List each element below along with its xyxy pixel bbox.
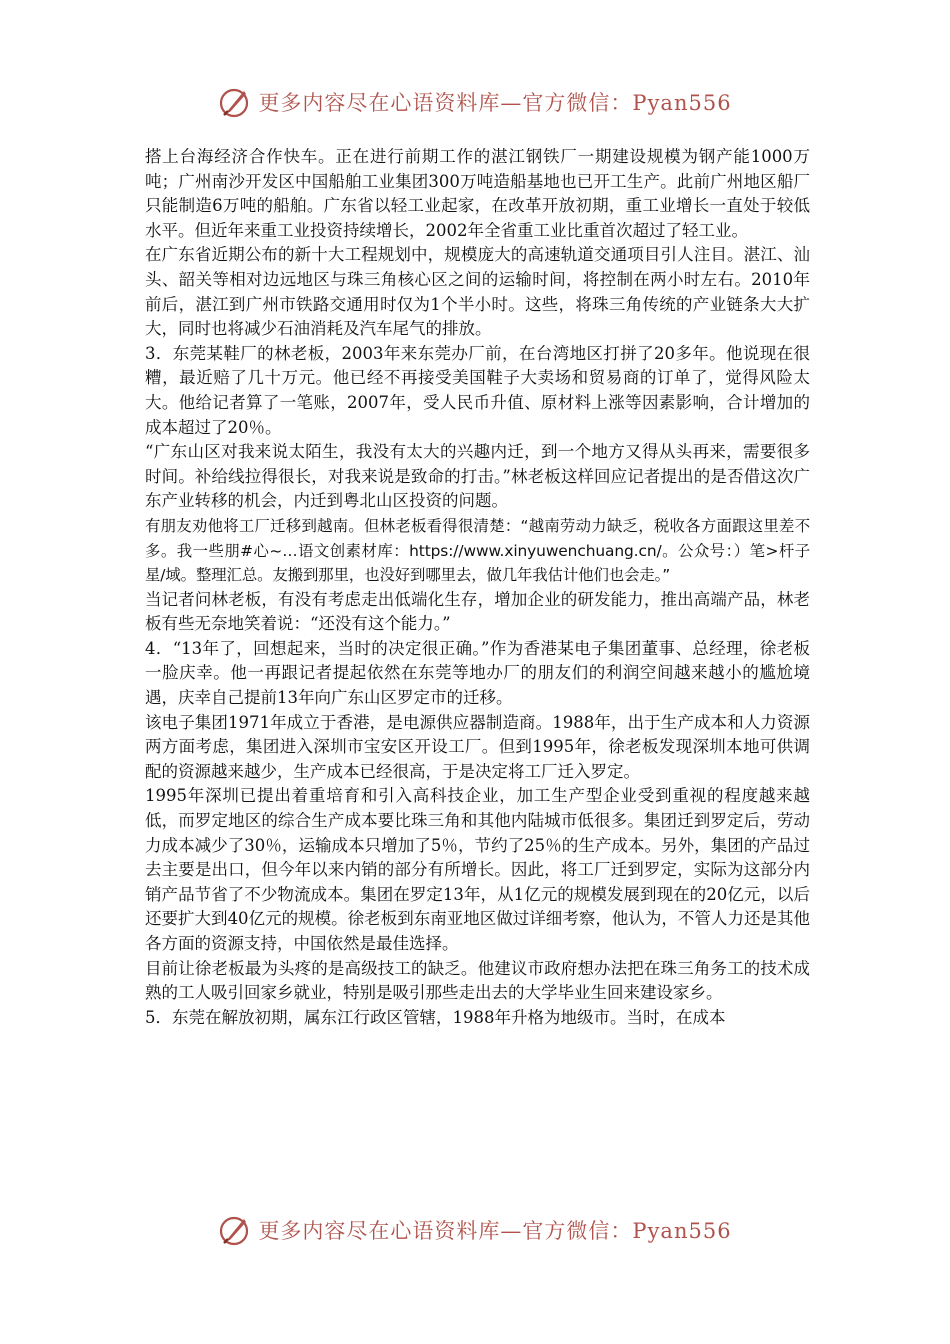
paragraph: 目前让徐老板最为头疼的是高级技工的缺乏。他建议市政府想办法把在珠三角务工的技术成熟的工人吸引回家乡就业，特别是吸引那些走出去的大学毕业生回来建设家乡。 [145,958,810,1003]
paragraph: “广东山区对我来说太陌生，我没有太大的兴趣内迁，到一个地方又得从头再来，需要很多时间。补给线拉得很长，对我来说是致命的打击。”林老板这样回应记者提出的是否借这次广东产业转移的机会，内迁到粤北山区投资的问题。 [145,442,810,511]
quill-logo-icon [218,1213,252,1247]
paragraph: 1995年深圳已提出着重培育和引入高科技企业，加工生产型企业受到重视的程度越来越低，而罗定地区的综合生产成本要比珠三角和其他内陆城市低很多。集团迁到罗定后，劳动力成本减少了30％，运输成本只增加了5％，节约了25％的生产成本。另外，集团的产品过去主要是出口，但今年以来内销的部分有所增长。因此，将工厂迁到罗定，实际为这部分内销产品节省了不少物流成本。集团在罗定13年，从1亿元的规模发展到现在的20亿元，以后还要扩大到40亿元的规模。徐老板到东南亚地区做过详细考察，他认为，不管人力还是其他各方面的资源支持，中国依然是最佳选择。 [145,786,810,953]
article-body [145,145,810,1030]
paragraph: 在广东省近期公布的新十大工程规划中，规模庞大的高速轨道交通项目引人注目。湛江、汕头、韶关等相对边远地区与珠三角核心区之间的运输时间，将控制在两小时左右。2010年前后，湛江到广州市铁路交通用时仅为1个半小时。这些，将珠三角传统的产业链条大大扩大，同时也将减少石油消耗及汽车尾气的排放。 [145,245,810,339]
paragraph: 搭上台海经济合作快车。正在进行前期工作的湛江钢铁厂一期建设规模为钢产能1000万吨；广州南沙开发区中国船舶工业集团300万吨造船基地也已开工生产。此前广州地区船厂只能制造6万吨的船舶。广东省以轻工业起家，在改革开放初期，重工业增长一直处于较低水平。但近年来重工业投资持续增长，2002年全省重工业比重首次超过了轻工业。 [145,147,810,240]
header-banner-text: 更多内容尽在心语资料库—官方微信：Pyan556 [258,91,732,115]
paragraph: 5．东莞在解放初期，属东江行政区管辖，1988年升格为地级市。当时，在成本 [145,1007,726,1027]
paragraph: 3．东莞某鞋厂的林老板，2003年来东莞办厂前，在台湾地区打拼了20多年。他说现在很糟，最近赔了几十万元。他已经不再接受美国鞋子大卖场和贸易商的订单了，觉得风险太大。他给记者算了一笔账，2007年，受人民币升值、原材料上涨等因素影响，合计增加的成本超过了20％。 [145,343,810,437]
paragraph: 当记者问林老板，有没有考虑走出低端化生存，增加企业的研发能力，推出高端产品，林老板有些无奈地笑着说：“还没有这个能力。” [145,589,810,634]
footer-banner-text: 更多内容尽在心语资料库—官方微信：Pyan556 [258,1219,732,1243]
quill-logo-icon [218,85,252,119]
paragraph-watermark-inserted: 有朋友劝他将工厂迁移到越南。但林老板看得很清楚：“越南劳动力缺乏，税收各方面跟这里差不多。我一些朋#心~…语文创素材库：https://www.xinyuwenchuang.cn/。公众号：）笔>杆子星/域。整理汇总。友搬到那里，也没好到哪里去，做几年我估计他们也会走。” [145,516,810,585]
paragraph: 4．“13年了，回想起来，当时的决定很正确。”作为香港某电子集团董事、总经理，徐老板一脸庆幸。他一再跟记者提起依然在东莞等地办厂的朋友们的利润空间越来越小的尴尬境遇，庆幸自己提前13年向广东山区罗定市的迁移。 [145,638,810,708]
paragraph: 该电子集团1971年成立于香港，是电源供应器制造商。1988年，出于生产成本和人力资源两方面考虑，集团进入深圳市宝安区开设工厂。但到1995年，徐老板发现深圳本地可供调配的资源越来越少，生产成本已经很高，于是决定将工厂迁入罗定。 [145,712,810,781]
header-banner [0,82,950,122]
footer-banner [0,1210,950,1250]
